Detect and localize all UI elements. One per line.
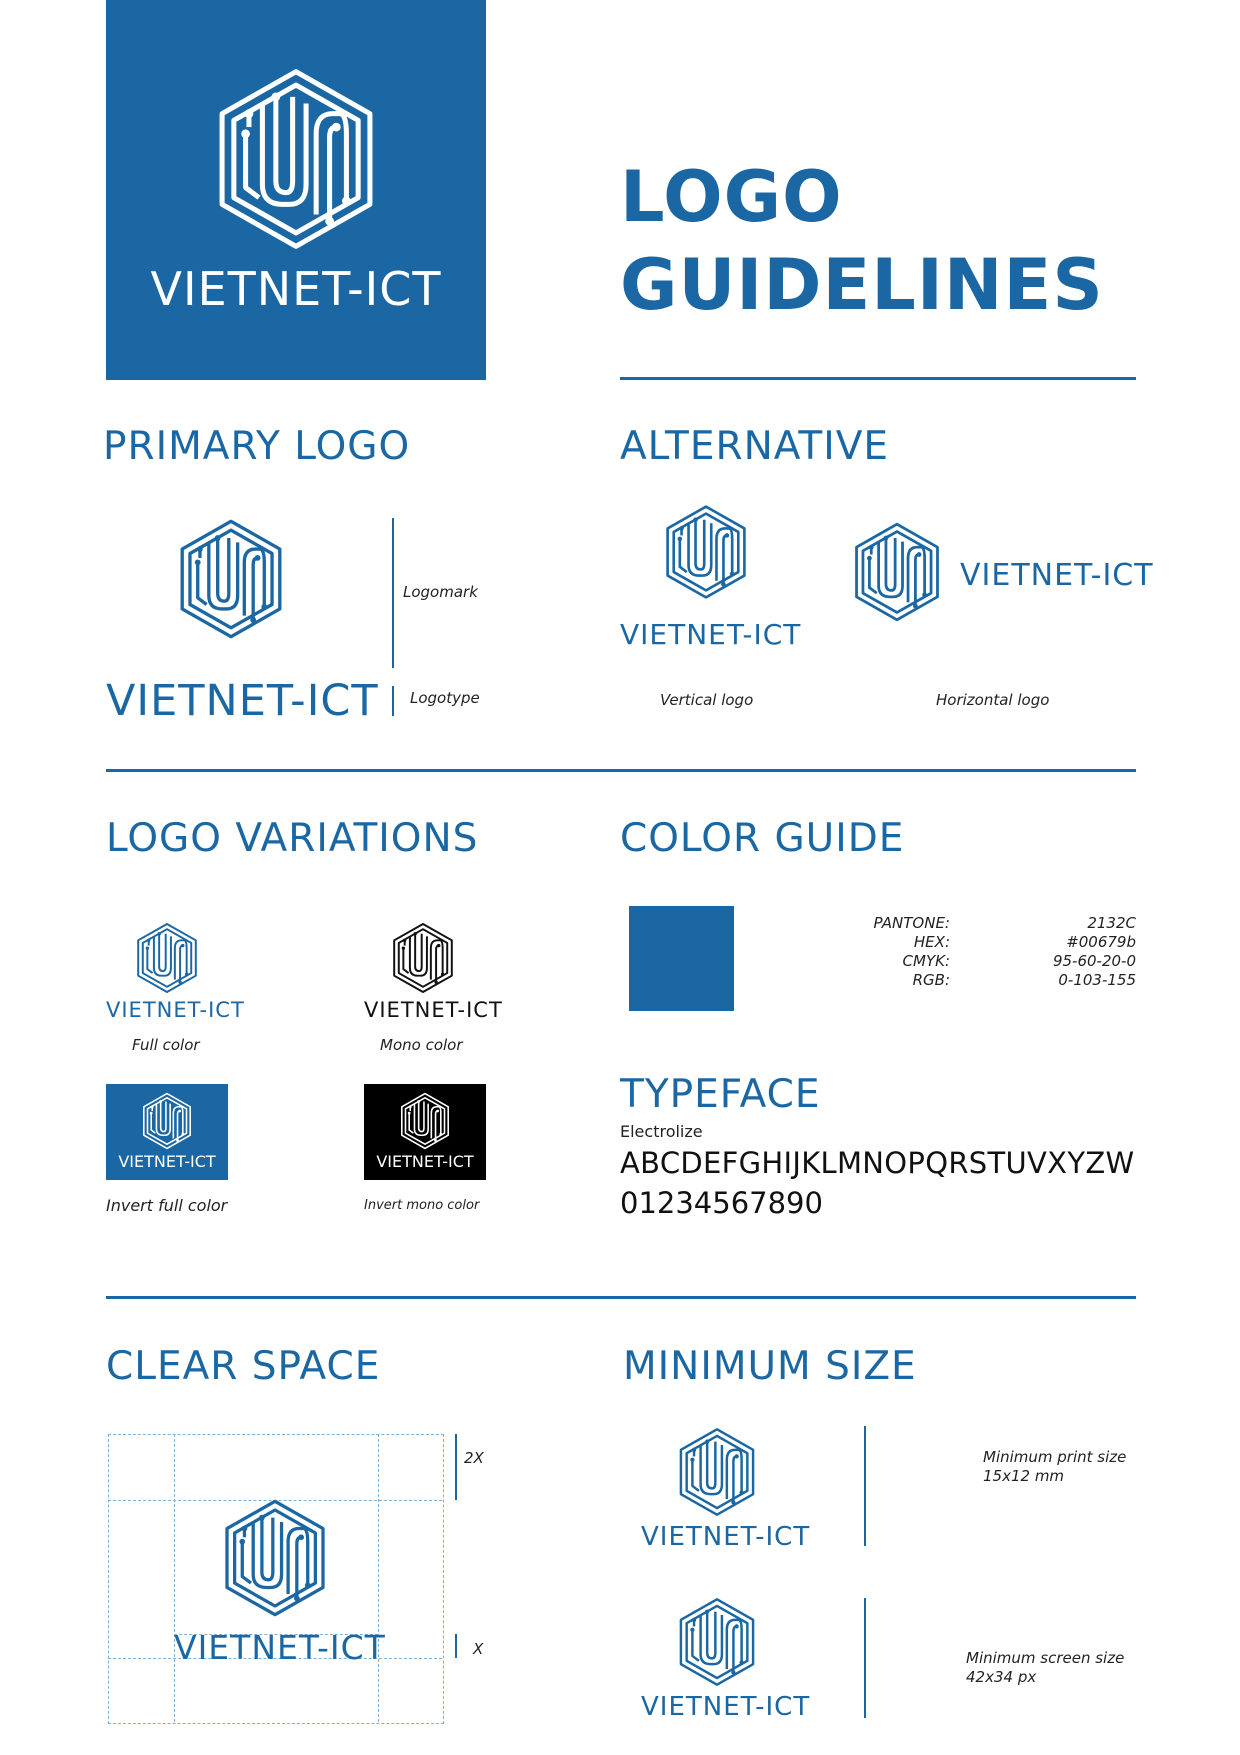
invert-full-caption: Invert full color	[106, 1196, 228, 1215]
divider	[106, 1296, 1136, 1299]
spec-value: 95-60-20-0	[1052, 952, 1136, 970]
min-print-label: Minimum print size	[983, 1448, 1127, 1466]
spec-label: RGB:	[912, 971, 950, 989]
bracket-2x	[455, 1434, 457, 1500]
page-title-line1: LOGO	[620, 156, 843, 238]
font-name: Electrolize	[620, 1122, 703, 1141]
label-x: X	[473, 1640, 484, 1658]
hero-logo-block	[106, 0, 486, 380]
hero-wordmark: VIETNET-ICT	[150, 262, 442, 316]
clear-space-heading: CLEAR SPACE	[106, 1344, 381, 1389]
logomark-icon	[140, 1092, 194, 1150]
logomark-icon	[851, 520, 943, 624]
spec-label: HEX:	[913, 933, 950, 951]
invert-mono-wordmark: VIETNET-ICT	[376, 1152, 474, 1171]
logotype-bracket	[392, 686, 394, 716]
logomark-icon	[398, 1092, 452, 1150]
logomark-caption: Logomark	[403, 583, 478, 601]
spec-label: CMYK:	[902, 952, 950, 970]
spec-value: 0-103-155	[1058, 971, 1136, 989]
vertical-logo-caption: Vertical logo	[660, 691, 754, 709]
logomark-icon	[212, 66, 380, 252]
primary-wordmark: VIETNET-ICT	[106, 676, 379, 726]
horizontal-wordmark: VIETNET-ICT	[960, 558, 1154, 593]
min-print-bracket	[864, 1426, 866, 1546]
invert-full-tile	[106, 1084, 228, 1180]
logomark-icon	[134, 922, 200, 994]
clear-space-guide	[378, 1434, 379, 1722]
divider	[106, 769, 1136, 772]
spec-value: 2132C	[1087, 914, 1136, 932]
clear-space-wordmark: VIETNET-ICT	[174, 1628, 386, 1667]
min-screen-label: Minimum screen size	[966, 1649, 1125, 1667]
color-spec-labels	[820, 914, 950, 990]
logomark-icon	[676, 1596, 758, 1688]
vertical-wordmark: VIETNET-ICT	[620, 618, 802, 651]
color-spec-values	[1000, 914, 1136, 990]
color-swatch	[629, 906, 734, 1011]
color-guide-heading: COLOR GUIDE	[620, 816, 905, 861]
min-screen-value: 42x34 px	[966, 1668, 1037, 1686]
logomark-icon	[660, 504, 752, 600]
logomark-bracket	[392, 518, 394, 668]
bracket-x	[455, 1634, 457, 1658]
logomark-icon	[390, 922, 456, 994]
divider	[620, 377, 1136, 380]
label-2x: 2X	[464, 1449, 484, 1467]
invert-mono-caption: Invert mono color	[364, 1198, 480, 1213]
min-screen-bracket	[864, 1598, 866, 1718]
min-screen-wordmark: VIETNET-ICT	[641, 1692, 811, 1722]
spec-label: PANTONE:	[873, 914, 950, 932]
typeface-alphabet: ABCDEFGHIJKLMNOPQRSTUVXYZW	[620, 1146, 1135, 1180]
logo-variations-heading: LOGO VARIATIONS	[106, 816, 479, 861]
typeface-heading: TYPEFACE	[620, 1072, 821, 1117]
invert-full-wordmark: VIETNET-ICT	[118, 1152, 216, 1171]
logomark-icon	[676, 1426, 758, 1518]
typeface-digits: 01234567890	[620, 1186, 823, 1220]
min-print-wordmark: VIETNET-ICT	[641, 1522, 811, 1552]
invert-mono-tile	[364, 1084, 486, 1180]
logomark-icon	[164, 518, 298, 640]
full-color-wordmark: VIETNET-ICT	[106, 998, 245, 1022]
logomark-icon	[220, 1498, 330, 1618]
horizontal-logo-caption: Horizontal logo	[936, 691, 1050, 709]
spec-value: #00679b	[1066, 933, 1136, 951]
mono-color-wordmark: VIETNET-ICT	[364, 998, 503, 1022]
logotype-caption: Logotype	[410, 689, 480, 707]
mono-color-caption: Mono color	[380, 1036, 463, 1054]
full-color-caption: Full color	[132, 1036, 200, 1054]
min-print-value: 15x12 mm	[983, 1467, 1065, 1485]
clear-space-guide	[174, 1434, 175, 1722]
page-title-line2: GUIDELINES	[620, 244, 1104, 326]
alternative-heading: ALTERNATIVE	[620, 424, 890, 469]
primary-logo-heading: PRIMARY LOGO	[103, 424, 411, 469]
minimum-size-heading: MINIMUM SIZE	[623, 1344, 917, 1389]
